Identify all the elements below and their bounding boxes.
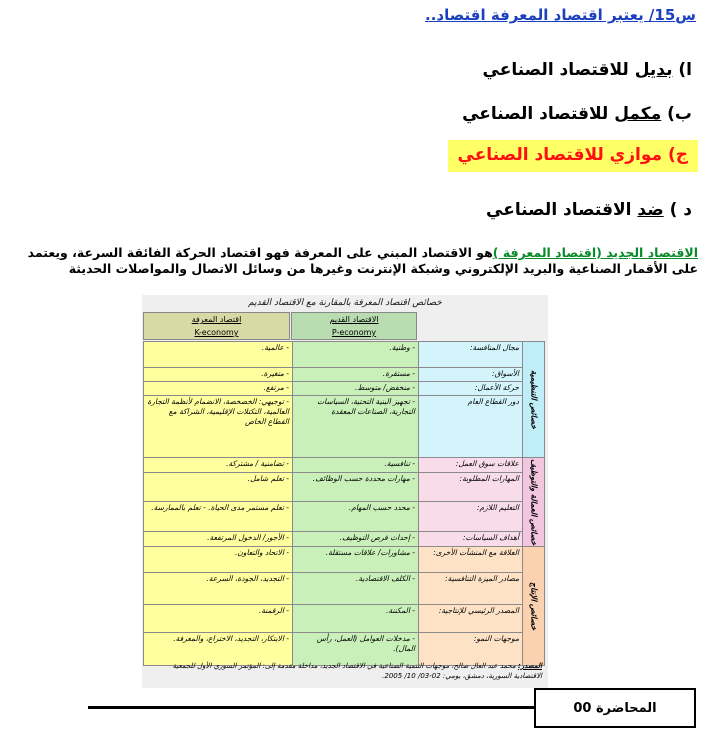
footer-rule [88, 706, 534, 709]
p-economy-english: P-economy [331, 328, 377, 337]
p-economy-cell: - مدخلات العوامل (العمل، رأس المال). [293, 633, 419, 666]
k-economy-cell: - متغيرة. [144, 368, 293, 382]
feature-cell: التعليم اللازم: [419, 501, 523, 532]
lecture-box: المحاضرة 00 [534, 688, 696, 728]
k-economy-header [143, 312, 290, 340]
feature-cell: العلاقة مع المنشآت الأخرى: [419, 547, 523, 573]
k-economy-arabic: اقتصاد المعرفة [191, 315, 242, 324]
option-text: للاقتصاد الصناعي [482, 60, 635, 80]
p-economy-arabic: الاقتصاد القديم [329, 315, 379, 324]
option-letter: ب) [667, 104, 692, 124]
table-row [144, 573, 545, 605]
feature-cell: المهارات المطلوبة: [419, 473, 523, 501]
feature-cell: علاقات سوق العمل: [419, 458, 523, 473]
feature-cell: مجال المنافسة: [419, 342, 523, 368]
feature-cell: دور القطاع العام [419, 396, 523, 458]
p-economy-cell: - وطنية. [293, 342, 419, 368]
p-economy-cell: - إحداث فرص التوظيف. [293, 532, 419, 547]
feature-cell: أهداف السياسات: [419, 532, 523, 547]
p-economy-cell: - منخفض/ متوسط. [293, 382, 419, 396]
comparison-figure [142, 295, 548, 688]
k-economy-english: K-economy [194, 328, 239, 337]
table-row [144, 382, 545, 396]
option-letter: ا) [678, 60, 692, 80]
comparison-table [143, 341, 545, 666]
feature-cell: حركة الأعمال: [419, 382, 523, 396]
question-title: س15/ يعتبر اقتصاد المعرفة اقتصاد.. [425, 6, 696, 24]
source-label: المصدر: [517, 662, 542, 670]
group-label-organizational: خصائص التنظيمية [523, 342, 545, 458]
feature-cell: مصادر الميزة التنافسية: [419, 573, 523, 605]
p-economy-cell: - محدد حسب المهام. [293, 501, 419, 532]
table-row [144, 501, 545, 532]
k-economy-cell: - الأجور/ الدخول المرتفعة. [144, 532, 293, 547]
k-economy-cell: - مرتفع. [144, 382, 293, 396]
figure-source [144, 661, 542, 681]
option-keyword: بديل [634, 60, 673, 80]
group-label-employment: خصائص العمالة والتوظيف [523, 458, 545, 547]
k-economy-cell: - تضامنية / مشتركة. [144, 458, 293, 473]
k-economy-cell: - توجيهي: الخصخصة، الانضمام لأنظمة التجارة العالمية، التكتلات الإقليمية، الشراكة مع القطاع الخاص [144, 396, 293, 458]
option-text: للاقتصاد الصناعي [457, 145, 610, 165]
definition-term: الاقتصاد الجديد (اقتصاد المعرفة ) [492, 245, 698, 260]
option-c-correct-answer[interactable] [448, 140, 699, 172]
table-row [144, 532, 545, 547]
source-text: محمد عبد العال صالح، موجهات التنمية الصناعية في الاقتصاد الجديد، مداخلة مقدمة إلى: المؤتمر السوري الأول للجمعية الاقتصادية السورية، دمشق، يومي: 02-03/ 10/ 2005. [172, 662, 542, 680]
p-economy-cell: - المكننة. [293, 605, 419, 633]
option-a[interactable] [483, 60, 692, 80]
table-row [144, 458, 545, 473]
option-keyword: ضد [637, 200, 664, 220]
option-keyword: موازي [609, 145, 663, 165]
table-row [144, 368, 545, 382]
group-label-production: خصائص الإنتاج [523, 547, 545, 666]
feature-cell: المصدر الرئيسي للإنتاجية: [419, 605, 523, 633]
option-text: الاقتصاد الصناعي [486, 200, 638, 220]
table-row [144, 473, 545, 501]
table-row [144, 605, 545, 633]
table-row [144, 547, 545, 573]
definition-text: هو الاقتصاد المبني على المعرفة فهو اقتصاد الحركة الفائقة السرعة، ويعتمد على الأقمار الصناعية والبريد الإلكتروني وشبكة الإنترنت وغيرها من وسائل الاتصال والمواصلات الحديثة [27, 245, 698, 276]
feature-cell: موجهات النمو: [419, 633, 523, 666]
p-economy-cell: - مستقرة. [293, 368, 419, 382]
k-economy-cell: - الرقمنة. [144, 605, 293, 633]
option-keyword: مكمل [614, 104, 662, 124]
option-d[interactable] [486, 200, 692, 220]
p-economy-cell: - مهارات محددة حسب الوظائف. [293, 473, 419, 501]
k-economy-cell: - التجديد، الجودة، السرعة. [144, 573, 293, 605]
p-economy-cell: - تنافسية. [293, 458, 419, 473]
table-row [144, 396, 545, 458]
figure-title: خصائص اقتصاد المعرفة بالمقارنة مع الاقتصاد القديم [248, 298, 442, 308]
p-economy-cell: - الكلف الاقتصادية. [293, 573, 419, 605]
feature-cell: الأسواق: [419, 368, 523, 382]
table-row [144, 342, 545, 368]
k-economy-cell: - الاتحاد والتعاون. [144, 547, 293, 573]
k-economy-cell: - تعلم مستمر مدى الحياة. - تعلم بالممارسة. [144, 501, 293, 532]
k-economy-cell: - عالمية. [144, 342, 293, 368]
k-economy-cell: - الابتكار، التجديد، الاختراع، والمعرفة. [144, 633, 293, 666]
p-economy-cell: - تجهيز البنية التحتية، السياسات التجارية، الصناعات المعقدة [293, 396, 419, 458]
p-economy-header [291, 312, 417, 340]
p-economy-cell: - مشاورات/ علاقات مستقلة. [293, 547, 419, 573]
option-b[interactable] [462, 104, 692, 124]
option-letter: د ) [669, 200, 692, 220]
definition-paragraph [6, 245, 698, 277]
option-text: للاقتصاد الصناعي [462, 104, 615, 124]
k-economy-cell: - تعلم شامل. [144, 473, 293, 501]
option-letter: ج) [667, 145, 688, 165]
